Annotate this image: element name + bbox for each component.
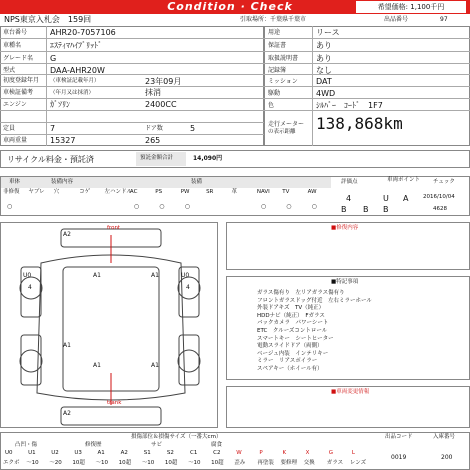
equip-col-label: AW: [307, 189, 317, 195]
point-a: A: [403, 194, 409, 203]
legend-code: S1: [143, 450, 151, 456]
auction-name: NPS東京入札会 159回: [4, 15, 92, 24]
legend-code: A2: [120, 450, 128, 456]
damage-label: 4: [186, 284, 190, 291]
legend-meaning: 10超: [164, 460, 178, 466]
divider: [0, 63, 264, 64]
check-no: 4628: [433, 206, 447, 212]
divider: [0, 134, 264, 135]
grade: G: [50, 54, 57, 63]
point-b3: B: [383, 205, 389, 214]
damage-label: A1: [151, 272, 159, 279]
engine: ｶﾞｿﾘﾝ: [50, 100, 70, 109]
model-label: 型式: [3, 67, 16, 74]
drive-label: 駆動: [268, 90, 281, 97]
fee: 200: [441, 454, 453, 461]
usage-label: 用途: [268, 29, 281, 36]
color: ｼﾙﾊﾞｰ ｺｰﾄﾞ 1F7: [316, 101, 383, 110]
special-note-line: HDDナビ（純正） Fガラス: [257, 312, 325, 319]
point-label: 車両ポイント: [387, 177, 421, 183]
exhaust-sub: （年月又は抹消）: [50, 90, 95, 96]
warranty-label: 保証書: [268, 42, 287, 49]
vehicle-no: AHR20-7057106: [50, 28, 116, 37]
equip-col-label: ヤブレ: [28, 189, 45, 195]
equip-col-label: 左ハンドル: [104, 189, 133, 195]
lot-code-label: 出品コード: [385, 434, 413, 440]
transmission: DAT: [316, 77, 332, 86]
legend-meaning: 歪み: [234, 460, 246, 466]
legend-code: X: [305, 450, 310, 456]
check-date: 2016/10/04: [423, 194, 455, 200]
equip-col-value: ○: [7, 203, 13, 210]
legend-meaning: 10超: [211, 460, 224, 466]
special-note-line: ガラス傷有り 左リアガラス傷有り: [257, 290, 345, 296]
equip-col-value: ○: [286, 203, 292, 210]
damage-label: 4: [28, 284, 32, 291]
divider: [0, 122, 264, 123]
divider: [46, 26, 47, 146]
equip-col-label: 穴: [53, 189, 60, 195]
lot-number: 97: [440, 16, 448, 23]
car-name: ｴｽﾃｨﾏﾊｲﾌﾞﾘｯﾄﾞ: [50, 41, 102, 50]
equip-col-label: PW: [180, 189, 190, 195]
legend-meaning: 〜20: [49, 460, 62, 466]
check-label: チェック: [433, 179, 455, 185]
equip-header-equip: 装備内容: [51, 179, 74, 185]
equip-header-spec: 装備: [191, 179, 203, 185]
divider: [264, 63, 470, 64]
record: なし: [316, 66, 332, 75]
legend-sub: 腐食: [211, 442, 223, 448]
equip-col-label: 非修復: [3, 189, 20, 195]
damage-label: A1: [63, 342, 71, 349]
trunk-label: trank: [107, 400, 122, 406]
special-title: ■特記事項: [331, 279, 359, 285]
legend-code: K: [282, 450, 287, 456]
score: 4: [346, 194, 352, 203]
legend-code: U0: [5, 450, 13, 456]
damage-diagram: [0, 222, 218, 428]
meter-label: 走行メーター: [268, 121, 305, 128]
damage-label: U0: [23, 272, 32, 279]
divider: [264, 38, 470, 39]
point-u: U: [383, 194, 389, 203]
legend-code: P: [259, 450, 263, 456]
vehicle-no-label: 車台番号: [3, 29, 28, 36]
legend-code: C1: [190, 450, 198, 456]
record-label: 記録簿: [268, 67, 287, 74]
special-note-line: 電動スライドドア（両側）: [257, 343, 323, 350]
special-note-line: ベージュ内装 インテリキー: [257, 350, 329, 357]
pickup-location: 引取場所：千葉県千葉市: [240, 16, 307, 23]
divider: [312, 26, 313, 146]
divider: [0, 51, 264, 52]
legend-code: A1: [97, 450, 105, 456]
front-label: front: [107, 225, 121, 231]
lot-label: 出品番号: [384, 16, 409, 23]
legend-code: W: [236, 450, 242, 456]
first-reg-label: 初度登録年月: [3, 77, 40, 84]
manual: あり: [316, 54, 332, 63]
page-title: Condition · Check: [167, 0, 293, 13]
legend-sub: 修復歴: [85, 442, 102, 448]
car-outline: [1, 223, 219, 429]
recycle-row: [0, 150, 470, 168]
equip-col-value: ○: [159, 203, 165, 210]
divider: [0, 74, 264, 75]
divider: [264, 86, 470, 87]
legend-code: S2: [166, 450, 174, 456]
recycle-amt-label: 預託金額合計: [140, 155, 174, 161]
first-reg-sub: （車検証記載年月）: [50, 78, 100, 84]
score-label: 評価点: [341, 179, 358, 185]
equip-col-label: コゲ: [79, 189, 91, 195]
divider: [264, 98, 470, 99]
legend-header: 損傷部位＆損傷サイズ（一番大cm）: [131, 434, 222, 440]
weight-label: 車両重量: [3, 137, 28, 144]
damage-label: A1: [93, 272, 101, 279]
equip-col-label: SR: [206, 189, 214, 195]
legend-sub: サビ: [151, 442, 163, 448]
weight: 15327: [50, 136, 76, 145]
legend-meaning: 要修理: [280, 460, 298, 466]
equip-col-label: TV: [282, 189, 290, 195]
model: DAA-AHR20W: [50, 66, 105, 75]
equipment-table: [0, 176, 470, 216]
legend-meaning: 〜10: [95, 460, 108, 466]
color-label: 色: [268, 102, 275, 109]
divider: [264, 74, 470, 75]
recycle-amount: 14,090円: [193, 155, 223, 162]
equip-col-label: AC: [129, 189, 138, 195]
divider: [0, 98, 264, 99]
legend-meaning: 〜10: [141, 460, 155, 466]
exhaust-label: 車検証備考: [3, 89, 34, 96]
legend-meaning: 〜10: [26, 460, 39, 466]
usage: リース: [316, 28, 340, 37]
weight2: 265: [145, 136, 161, 145]
legend-code: L: [351, 450, 355, 456]
equip-col-value: ○: [184, 203, 190, 210]
divider: [0, 110, 264, 111]
first-reg: 23年09月: [145, 77, 182, 86]
legend-code: G: [328, 450, 334, 456]
recycle-label: リサイクル料金・預託済: [7, 155, 94, 164]
doors-label: ドア数: [145, 125, 163, 132]
special-note-line: 外装ドアキズ TV（純正）: [257, 305, 325, 312]
legend-meaning: エクボ: [3, 460, 20, 466]
damage-label: A1: [151, 362, 159, 369]
special-note-line: バックカメラ パワーシート: [257, 320, 329, 327]
lot-code: 0019: [391, 454, 407, 461]
legend-code: U1: [28, 450, 36, 456]
legend-meaning: ガラス: [326, 460, 344, 466]
damage-label: U0: [181, 272, 190, 279]
warranty: あり: [316, 41, 332, 50]
capacity: 7: [50, 124, 56, 133]
special-note-line: ETC クルーズコントロール: [257, 328, 328, 334]
engine-label: エンジン: [3, 101, 27, 108]
legend-meaning: 10超: [72, 460, 85, 466]
divider: [264, 110, 470, 111]
divider: [264, 51, 470, 52]
equip-col-label: 革: [231, 189, 237, 195]
change-box: [226, 386, 470, 428]
drive: 4WD: [316, 89, 336, 98]
legend-meaning: 〜10: [188, 460, 201, 466]
damage-label: A2: [63, 410, 71, 417]
repair-title: ■修復内容: [331, 225, 359, 231]
meter-sub: の表示距離: [268, 129, 296, 135]
legend-sub: 凸凹・傷: [15, 442, 38, 448]
point-b1: B: [341, 205, 347, 214]
legend-meaning: レンズ: [349, 460, 367, 466]
exhaust: 抹消: [145, 88, 161, 97]
damage-label: A1: [93, 362, 101, 369]
legend-table: [0, 432, 470, 470]
legend-meaning: 交換: [303, 460, 315, 466]
point-b2: B: [363, 205, 369, 214]
damage-label: A2: [63, 231, 71, 238]
price-label: 希望価格: 1,100千円: [356, 1, 466, 13]
equip-col-value: ○: [260, 203, 267, 210]
special-note-line: ミラー リアスポイラー: [257, 358, 318, 365]
grade-label: グレード名: [3, 55, 34, 62]
equip-col-value: ○: [133, 203, 140, 210]
legend-code: U2: [51, 450, 59, 456]
divider: [0, 38, 264, 39]
equip-col-label: NAVI: [256, 189, 270, 195]
special-note-line: フロントガラスドッグ付近 左右ミラーホール: [257, 297, 372, 304]
special-box: [226, 276, 470, 380]
transmission-label: ミッション: [268, 78, 298, 85]
special-note-line: スペアキー（ホイール有）: [257, 366, 323, 372]
legend-code: C2: [213, 450, 221, 456]
car-name-label: 車種名: [3, 42, 22, 49]
fee-label: 入庫番号: [433, 434, 456, 440]
doors: 5: [190, 124, 196, 133]
change-title: ■車両変更情報: [331, 389, 370, 395]
displacement: 2400CC: [145, 100, 177, 109]
capacity-label: 定員: [3, 125, 16, 132]
divider: [0, 86, 264, 87]
special-note-line: スマートキー シートヒーター: [257, 335, 334, 342]
equip-col-value: ○: [311, 203, 317, 210]
mileage: 138,868km: [316, 114, 403, 133]
manual-label: 取扱説明書: [268, 55, 299, 62]
equip-col-label: PS: [155, 189, 163, 195]
repair-box: [226, 222, 470, 270]
legend-meaning: 10超: [118, 460, 132, 466]
legend-meaning: 再塗装: [257, 460, 274, 466]
legend-code: U3: [74, 450, 82, 456]
equip-header-vehicle: 車体: [9, 179, 21, 185]
